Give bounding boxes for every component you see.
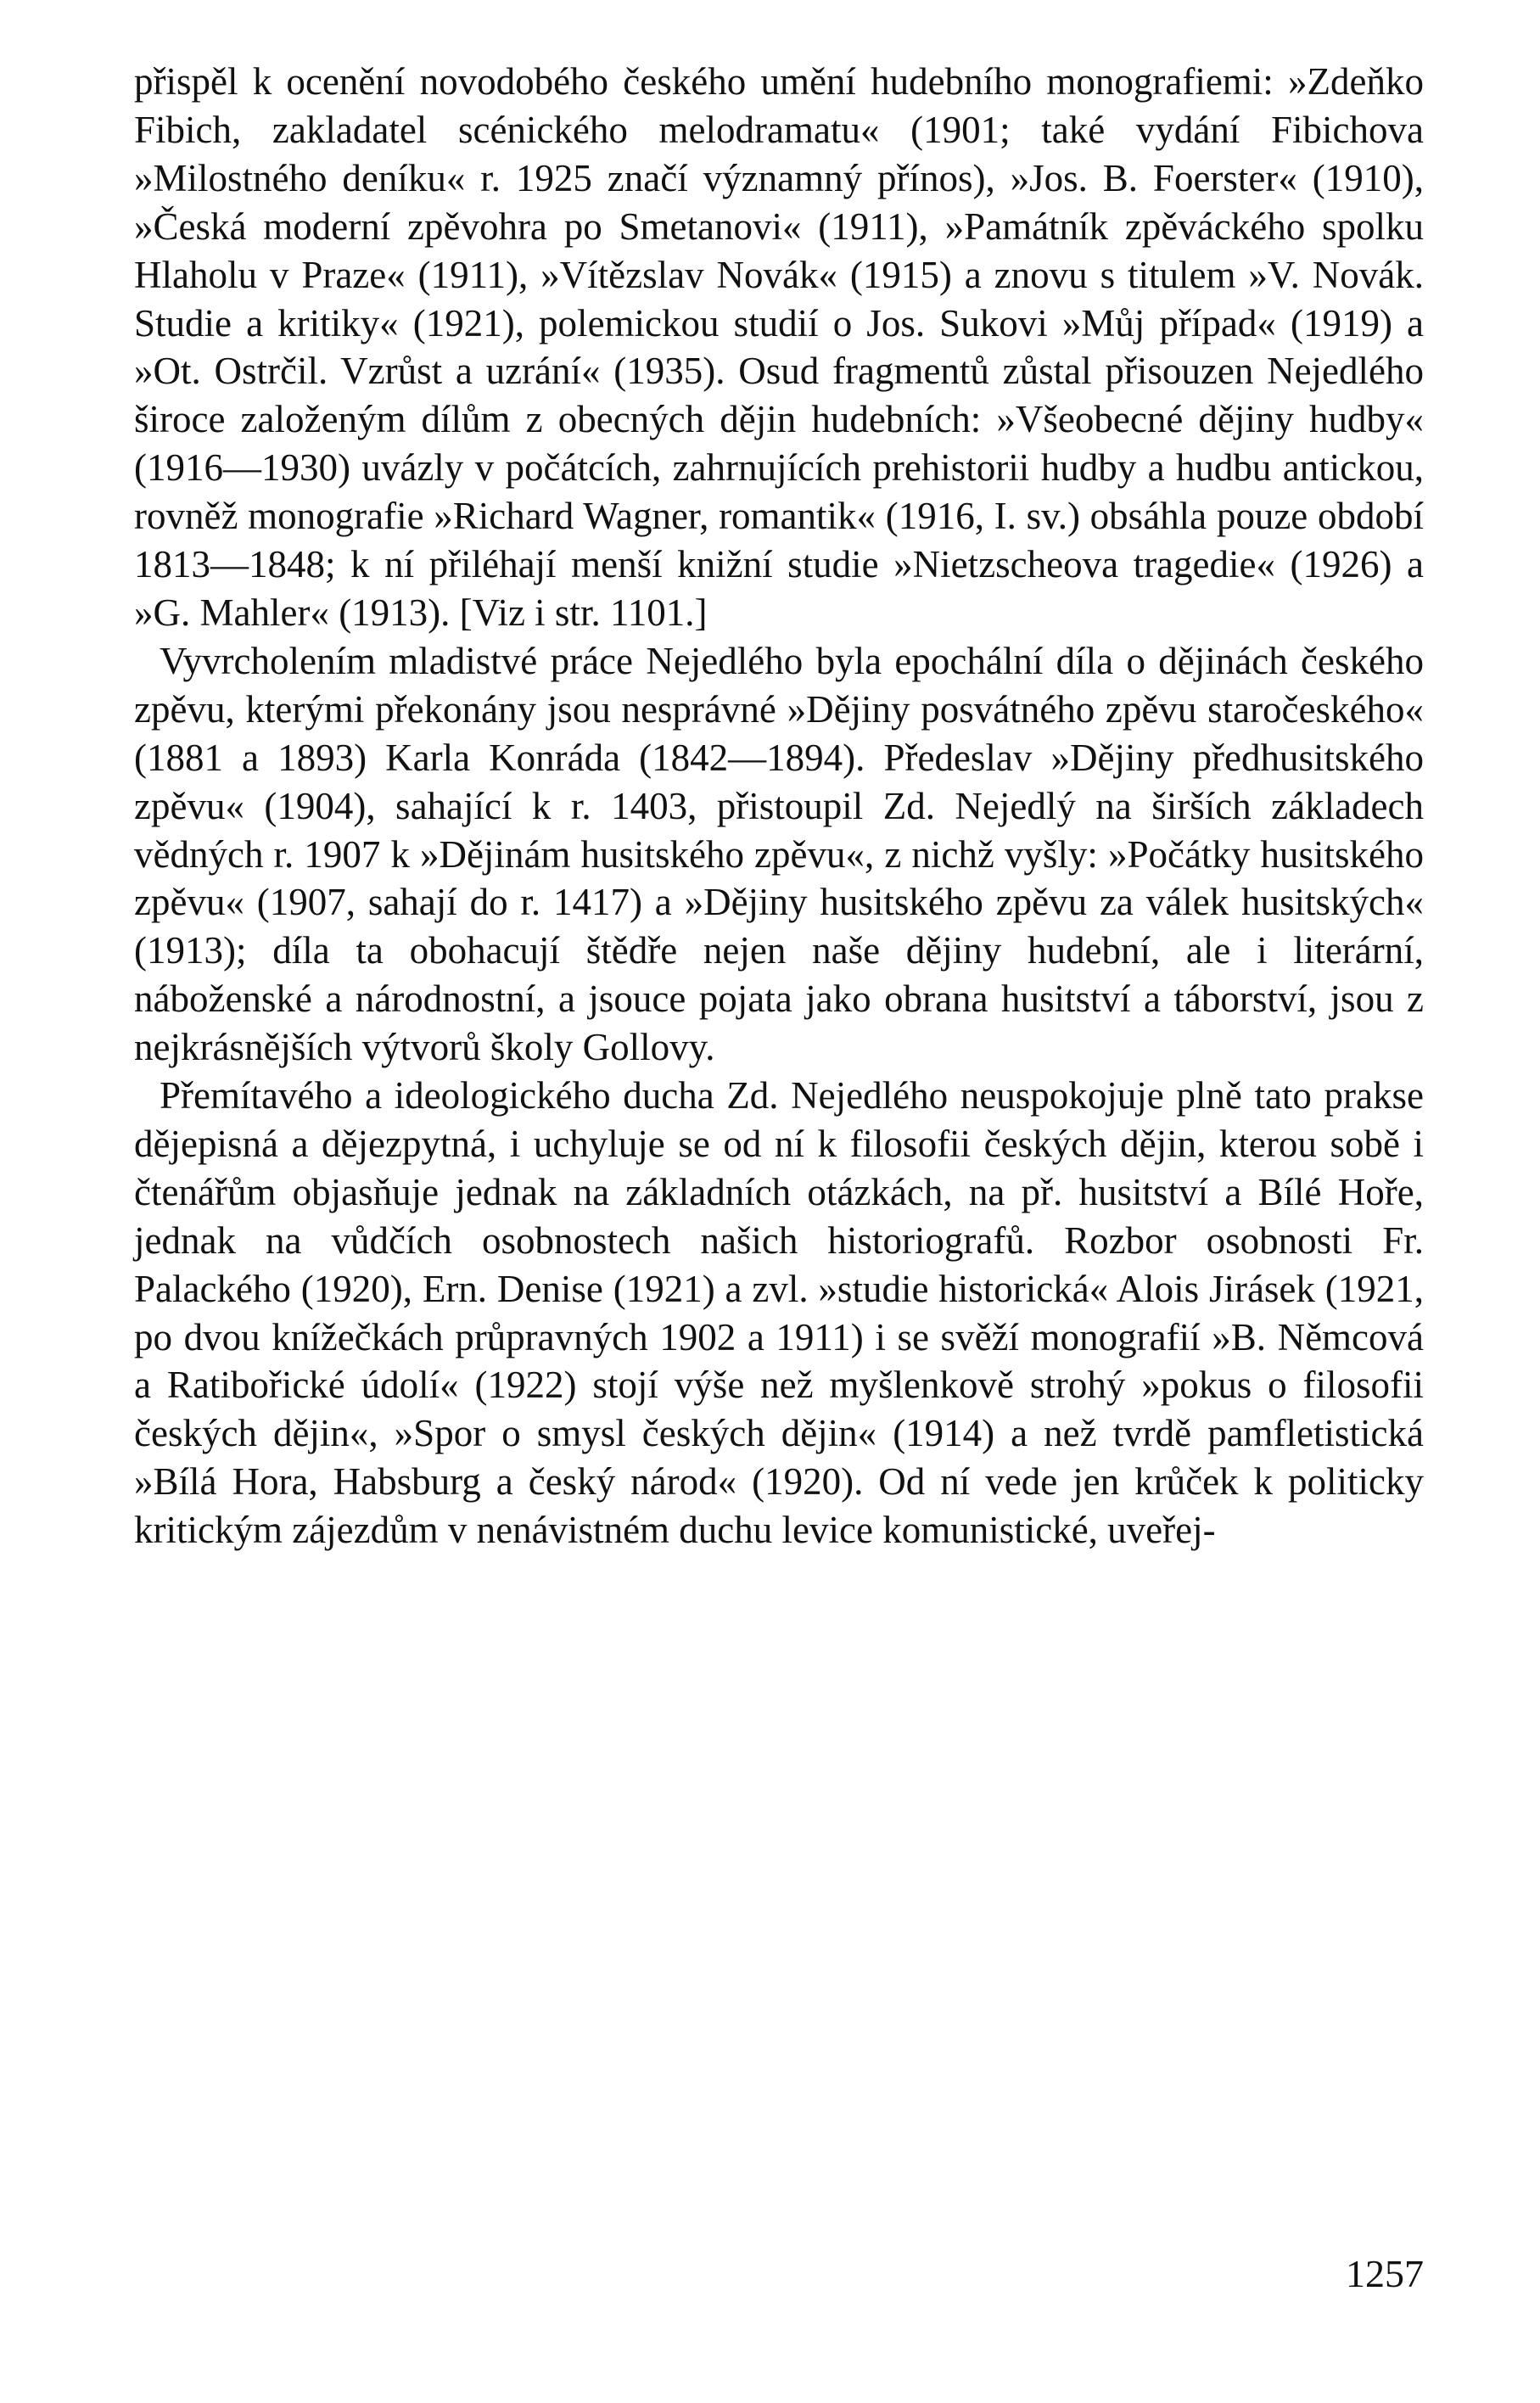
body-text <box>134 58 1424 1554</box>
paragraph-2: Vyvrcholením mladistvé práce Nejedlého byla epochální díla o dějinách českého zpěvu, kterými překonány jsou nesprávné »Dějiny posvátného zpěvu staročeského« (1881 a 1893) Karla Konráda (1842—1894). Předeslav »Dějiny předhusitského zpěvu« (1904), sahající k r. 1403, přistoupil Zd. Nejedlý na širších základech vědných r. 1907 k »Dějinám husitského zpěvu«, z nichž vyšly: »Počátky husitského zpěvu« (1907, sahají do r. 1417) a »Dějiny husitského zpěvu za válek husitských« (1913); díla ta obohacují štědře nejen naše dějiny hudební, ale i literární, náboženské a národnostní, a jsouce pojata jako obrana husitství a táborství, jsou z nejkrásnějších výtvorů školy Gollovy. <box>134 639 1424 1069</box>
paragraph-3: Přemítavého a ideologického ducha Zd. Nejedlého neuspokojuje plně tato prakse dějepisná a dějezpytná, i uchyluje se od ní k filosofii českých dějin, kterou sobě i čtenářům objasňuje jednak na základních otázkách, na př. husitství a Bílé Hoře, jednak na vůdčích osobnostech našich historiografů. Rozbor osobnosti Fr. Palackého (1920), Ern. Denise (1921) a zvl. »studie historická« Alois Jirásek (1921, po dvou knížečkách průpravných 1902 a 1911) i se svěží monografií »B. Němcová a Ratibořické údolí« (1922) stojí výše než myšlenkově strohý »pokus o filosofii českých dějin«, »Spor o smysl českých dějin« (1914) a než tvrdě pamfletistická »Bílá Hora, Habsburg a český národ« (1920). Od ní vede jen krůček k politicky kritickým zájezdům v nenávistném duchu levice komunistické, uveřej- <box>134 1074 1424 1552</box>
paragraph-1: přispěl k ocenění novodobého českého umění hudebního monografiemi: »Zdeňko Fibich, zakladatel scénického melodramatu« (1901; také vydání Fibichova »Milostného deníku« r. 1925 značí významný přínos), »Jos. B. Foerster« (1910), »Česká moderní zpěvohra po Smetanovi« (1911), »Památník zpěváckého spolku Hlaholu v Praze« (1911), »Vítězslav Novák« (1915) a znovu s titulem »V. Novák. Studie a kritiky« (1921), polemickou studií o Jos. Sukovi »Můj případ« (1919) a »Ot. Ostrčil. Vzrůst a uzrání« (1935). Osud fragmentů zůstal přisouzen Nejedlého široce založeným dílům z obecných dějin hudebních: »Všeobecné dějiny hudby« (1916—1930) uvázly v počátcích, zahrnujících prehistorii hudby a hudbu antickou, rovněž monografie »Richard Wagner, romantik« (1916, I. sv.) obsáhla pouze období 1813—1848; k ní přiléhají menší knižní studie »Nietzscheova tragedie« (1926) a »G. Mahler« (1913). [Viz i str. 1101.] <box>134 60 1424 634</box>
page-number: 1257 <box>1346 2252 1424 2295</box>
